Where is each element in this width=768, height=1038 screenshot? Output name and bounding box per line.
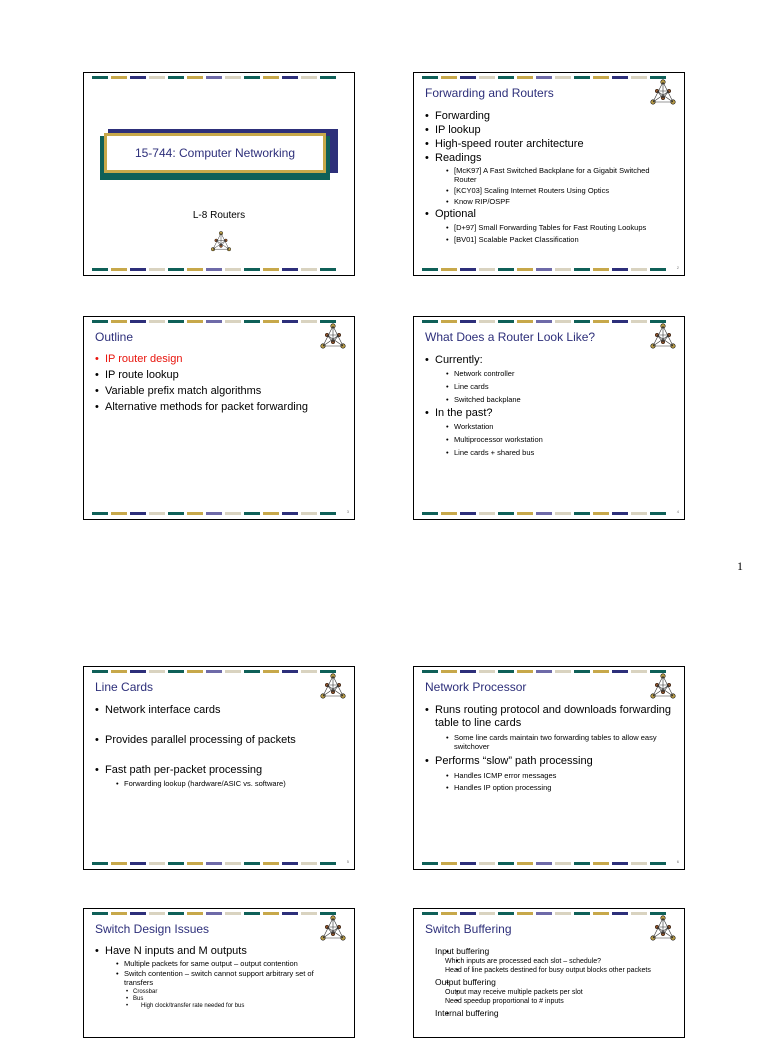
- lecture-subtitle: L-8 Routers: [192, 210, 246, 221]
- sub-sub-sub-bullet: • High clock/transfer rate needed for bus: [95, 1003, 344, 1010]
- slide-title: What Does a Router Look Like?: [425, 330, 596, 344]
- sub-bullet: • Network controller: [425, 369, 674, 378]
- sub-bullet: • Handles ICMP error messages: [425, 771, 674, 780]
- color-strip-top: [92, 320, 310, 323]
- sub-sub-bullet: • Bus: [95, 996, 344, 1003]
- page-number: 4: [676, 509, 679, 514]
- page-number: 2: [676, 265, 679, 270]
- sub-bullet: • Handles IP option processing: [425, 783, 674, 792]
- bullet: • Performs “slow” path processing: [425, 755, 674, 768]
- bullet: • Fast path per-packet processing: [95, 764, 344, 777]
- bullet: • Alternative methods for packet forwarding: [95, 401, 344, 414]
- bullet: • Forwarding: [425, 110, 674, 123]
- color-strip-bottom: [422, 512, 674, 515]
- slide-6: [413, 666, 685, 870]
- color-strip-bottom: [92, 862, 344, 865]
- color-strip-bottom: [92, 268, 344, 271]
- sub-sub-bullet: • Crossbar: [95, 989, 344, 996]
- bullet: • Variable prefix match algorithms: [95, 385, 344, 398]
- bullet: • Readings: [425, 152, 674, 165]
- slide-title: Forwarding and Routers: [425, 86, 554, 100]
- router-logo-icon: [318, 914, 348, 944]
- color-strip-top: [422, 670, 640, 673]
- bullet: • Output buffering: [425, 977, 674, 987]
- sheet-page-number: 1: [737, 559, 743, 573]
- sub-bullet: • [KCY03] Scaling Internet Routers Using Optics: [425, 186, 674, 195]
- bullet: • Currently:: [425, 354, 674, 367]
- slide-body: [425, 354, 674, 458]
- router-logo-icon: [648, 672, 678, 702]
- sub-bullet: • Multiple packets for same output – output contention: [95, 959, 344, 968]
- color-strip-top: [92, 912, 310, 915]
- sub-bullet: • Line cards + shared bus: [425, 448, 674, 457]
- bullet: • Provides parallel processing of packets: [95, 734, 344, 747]
- slide-title: Switch Buffering: [425, 922, 512, 936]
- color-strip-bottom: [422, 268, 674, 271]
- bullet: • Internal buffering: [425, 1008, 674, 1018]
- sub-bullet: • Switch contention – switch cannot support arbitrary set of transfers: [95, 969, 344, 987]
- page-number: 3: [346, 509, 349, 514]
- slide-1: [83, 72, 355, 276]
- bullet: • In the past?: [425, 407, 674, 420]
- page-number: 5: [346, 859, 349, 864]
- router-logo-icon: [648, 914, 678, 944]
- sub-bullet: • [McK97] A Fast Switched Backplane for a Gigabit Switched Router: [425, 166, 674, 184]
- sub-bullet: • Need speedup proportional to # inputs: [425, 997, 674, 1006]
- router-logo-icon: [318, 322, 348, 352]
- bullet: • Optional: [425, 208, 674, 221]
- slide-body: [95, 353, 344, 415]
- title-box: [100, 129, 330, 177]
- router-logo-icon: [648, 78, 678, 108]
- slide-3: [83, 316, 355, 520]
- sub-bullet: • Forwarding lookup (hardware/ASIC vs. software): [95, 779, 344, 788]
- slide-body: [425, 945, 674, 1019]
- router-logo-icon: [209, 230, 233, 254]
- color-strip-bottom: [422, 862, 674, 865]
- sub-bullet: • Output may receive multiple packets per slot: [425, 988, 674, 997]
- sub-bullet: • Which inputs are processed each slot – schedule?: [425, 957, 674, 966]
- sub-bullet: • Some line cards maintain two forwarding tables to allow easy switchover: [425, 733, 674, 751]
- slide-5: [83, 666, 355, 870]
- slide-body: [95, 945, 344, 1010]
- bullet: • IP route lookup: [95, 369, 344, 382]
- sub-bullet: • Head of line packets destined for busy output blocks other packets: [425, 966, 674, 975]
- page-number: 6: [676, 859, 679, 864]
- slide-title: Line Cards: [95, 680, 154, 694]
- sub-bullet: • [D+97] Small Forwarding Tables for Fast Routing Lookups: [425, 223, 674, 232]
- slide-7: [83, 908, 355, 1038]
- slide-body: [425, 110, 674, 247]
- slide-title: Switch Design Issues: [95, 922, 210, 936]
- sub-bullet: • [BV01] Scalable Packet Classification: [425, 235, 674, 244]
- bullet: • Runs routing protocol and downloads forwarding table to line cards: [425, 704, 674, 730]
- color-strip-top: [422, 912, 640, 915]
- slide-8: [413, 908, 685, 1038]
- bullet-highlighted: • IP router design: [95, 353, 344, 366]
- slide-body: [425, 704, 674, 793]
- sub-bullet: • Line cards: [425, 382, 674, 391]
- bullet: • Have N inputs and M outputs: [95, 945, 344, 958]
- router-logo-icon: [318, 672, 348, 702]
- router-logo-icon: [648, 322, 678, 352]
- bullet: • High-speed router architecture: [425, 138, 674, 151]
- slide-title: Network Processor: [425, 680, 527, 694]
- sub-bullet: • Workstation: [425, 422, 674, 431]
- slide-4: [413, 316, 685, 520]
- slide-title: Outline: [95, 330, 134, 344]
- bullet: • Network interface cards: [95, 704, 344, 717]
- color-strip-top: [92, 670, 310, 673]
- color-strip-top: [422, 320, 640, 323]
- sub-bullet: • Know RIP/OSPF: [425, 197, 674, 206]
- color-strip-top: [422, 76, 640, 79]
- slide-body: [95, 704, 344, 789]
- sub-bullet: • Multiprocessor workstation: [425, 435, 674, 444]
- bullet: • IP lookup: [425, 124, 674, 137]
- slide-2: [413, 72, 685, 276]
- color-strip-top: [92, 76, 344, 79]
- bullet: • Input buffering: [425, 946, 674, 956]
- course-title: 15-744: Computer Networking: [104, 133, 326, 173]
- color-strip-bottom: [92, 512, 344, 515]
- sub-bullet: • Switched backplane: [425, 395, 674, 404]
